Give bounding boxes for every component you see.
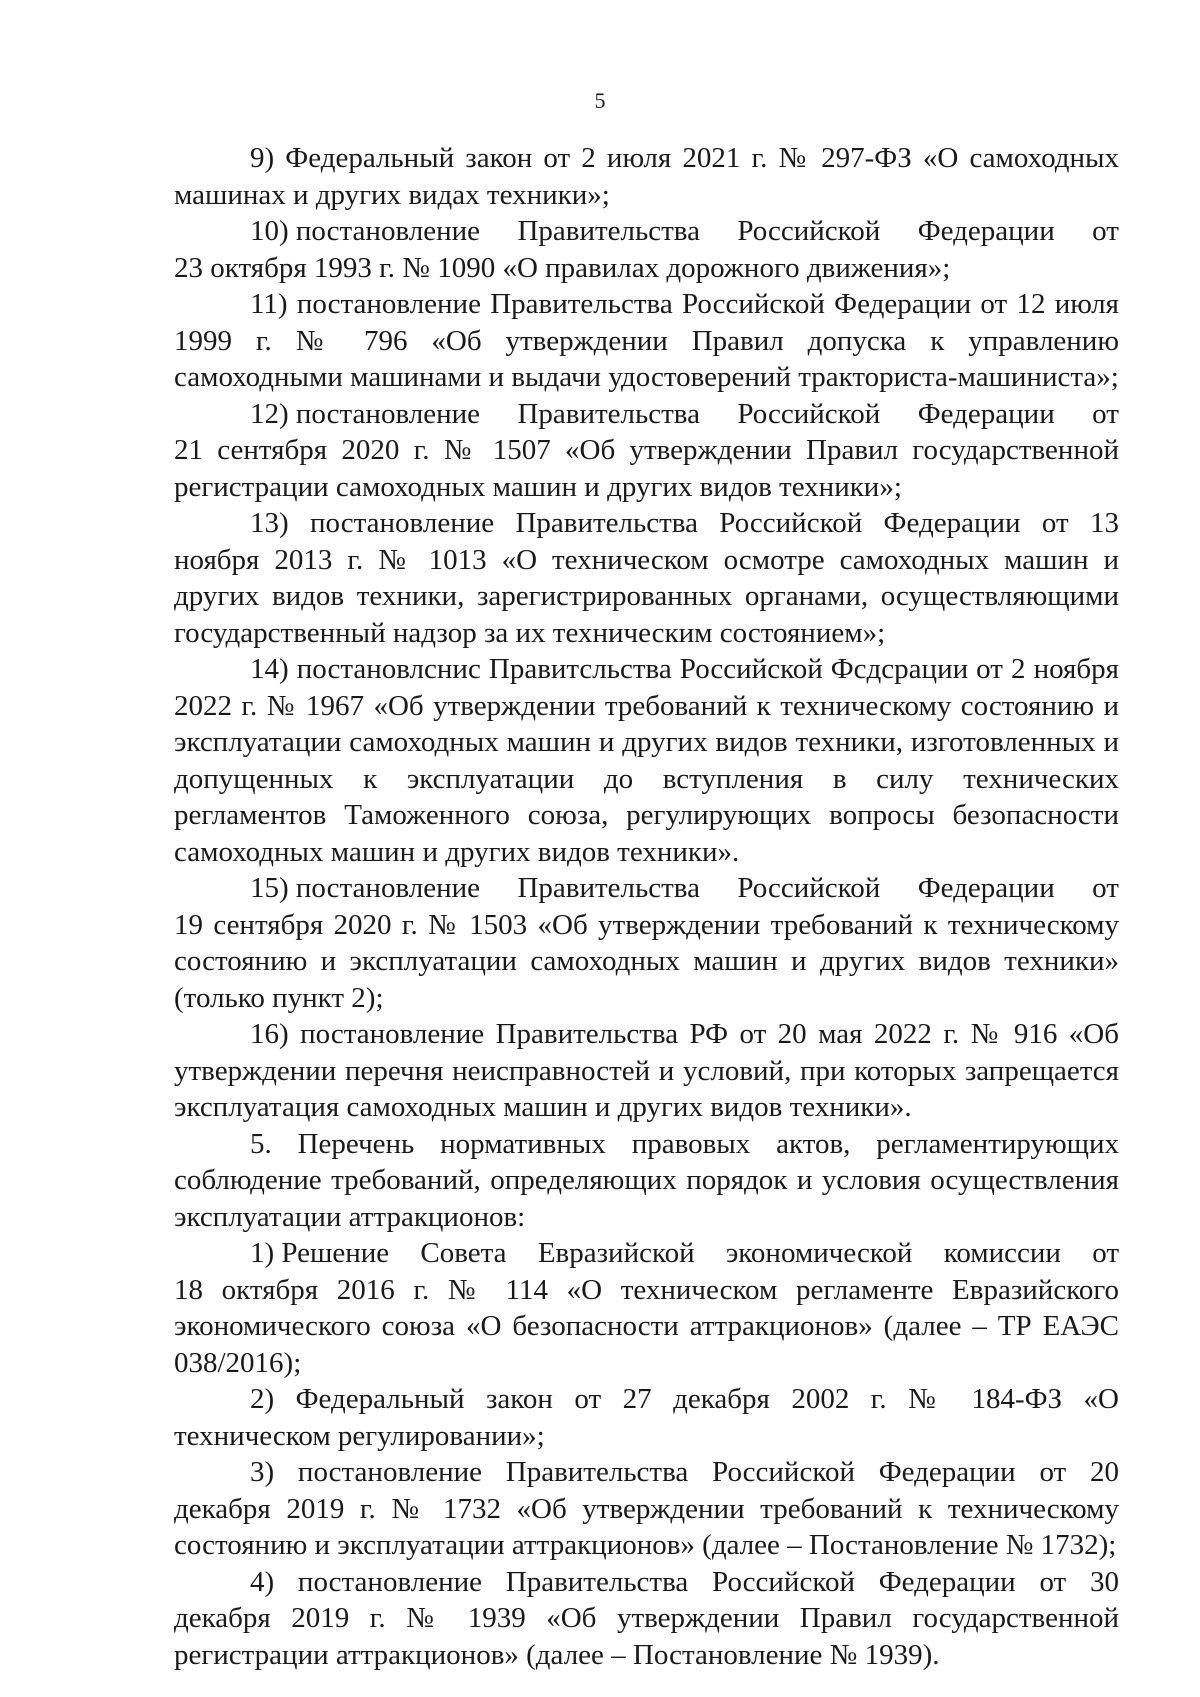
list-item-15-first-line bbox=[174, 870, 1119, 907]
attraction-item-3: 3) постановление Правительства Российской Федерации от 20 декабря 2019 г. № 1732 «Об утверждении требований к техническому состоянию и эксплуатации аттракционов» (далее – Постановление № 1732); bbox=[174, 1456, 1119, 1561]
page-number: 5 bbox=[594, 88, 606, 113]
list-item-12-continuation: 21 сентября 2020 г. № 1507 «Об утверждении Правил государственной регистрации самоходных машин и других видов техники»; bbox=[174, 434, 1119, 503]
list-item-15 bbox=[174, 870, 1119, 1016]
list-item-14: 14) постановлснис Правитсльства Российской Фсдсрации от 2 ноября 2022 г. № 1967 «Об утверждении требований к техническому состоянию и эксплуатации самоходных машин и других видов техники, изготовленных и допущенных к эксплуатации до вступления в силу технических регламентов Таможенного союза, регулирующих вопросы безопасности самоходных машин и других видов техники». bbox=[174, 653, 1119, 868]
word: 10) постановление bbox=[250, 215, 481, 247]
word: Федерации bbox=[917, 397, 1055, 430]
list-item-11: 11) постановление Правительства Российской Федерации от 12 июля 1999 г. № 796 «Об утверждении Правил допуска к управлению самоходными машинами и выдачи удостоверений тракториста-машиниста»; bbox=[174, 288, 1119, 393]
word: экономической bbox=[725, 1237, 913, 1269]
word: Российской bbox=[737, 397, 881, 430]
attraction-item-2: 2) Федеральный закон от 27 декабря 2002 г. № 184-ФЗ «О техническом регулировании»; bbox=[174, 1383, 1119, 1452]
word: от bbox=[1092, 872, 1119, 904]
word: 12) постановление bbox=[250, 397, 481, 430]
word: Совета bbox=[420, 1237, 507, 1269]
attraction-item-1-first-line bbox=[174, 1235, 1119, 1272]
word: Российской bbox=[737, 872, 881, 904]
word: Федерации bbox=[917, 872, 1055, 904]
word: Правительства bbox=[517, 215, 700, 247]
list-item-15-continuation: 19 сентября 2020 г. № 1503 «Об утверждении требований к техническому состоянию и эксплуатации самоходных машин и других видов техники» (только пункт 2); bbox=[174, 908, 1119, 1014]
list-item-10-continuation: 23 октября 1993 г. № 1090 «О правилах дорожного движения»; bbox=[174, 251, 951, 284]
list-item-10 bbox=[174, 213, 1119, 286]
word: от bbox=[1092, 397, 1119, 430]
attraction-item-1 bbox=[174, 1235, 1119, 1381]
list-item-12-first-line bbox=[174, 396, 1119, 433]
document-body bbox=[174, 140, 1119, 1673]
word: Евразийской bbox=[537, 1237, 695, 1269]
word: Правительства bbox=[517, 872, 700, 904]
attraction-item-1-continuation: 18 октября 2016 г. № 114 «О техническом регламенте Евразийского экономического союза «О безопасности аттракционов» (далее – ТР ЕАЭС 038/2016); bbox=[174, 1273, 1119, 1379]
word: от bbox=[1092, 1237, 1119, 1269]
word: 1) Решение bbox=[250, 1237, 390, 1269]
attraction-item-4: 4) постановление Правительства Российской Федерации от 30 декабря 2019 г. № 1939 «Об утверждении Правил государственной регистрации аттракционов» (далее – Постановление № 1939). bbox=[174, 1565, 1119, 1671]
list-item-10-first-line bbox=[174, 213, 1119, 250]
word: Правительства bbox=[517, 397, 700, 430]
word: Российской bbox=[737, 215, 881, 247]
word: комиссии bbox=[943, 1237, 1061, 1269]
list-item-16: 16) постановление Правительства РФ от 20 мая 2022 г. № 916 «Об утверждении перечня неисправностей и условий, при которых запрещается эксплуатация самоходных машин и других видов техники». bbox=[174, 1018, 1119, 1123]
word: 15) постановление bbox=[250, 872, 481, 904]
list-item-9: 9) Федеральный закон от 2 июля 2021 г. № 297-ФЗ «О самоходных машинах и других видах техники»; bbox=[174, 142, 1119, 211]
word: Федерации bbox=[917, 215, 1055, 247]
section-5-heading: 5. Перечень нормативных правовых актов, регламентирующих соблюдение требований, определяющих порядок и условия осуществления эксплуатации аттракционов: bbox=[174, 1127, 1119, 1233]
word: от bbox=[1092, 215, 1119, 247]
list-item-13: 13) постановление Правительства Российской Федерации от 13 ноября 2013 г. № 1013 «О техническом осмотре самоходных машин и других видов техники, зарегистрированных органами, осуществляющими государственный надзор за их техническим состоянием»; bbox=[174, 507, 1119, 649]
list-item-12 bbox=[174, 396, 1119, 506]
